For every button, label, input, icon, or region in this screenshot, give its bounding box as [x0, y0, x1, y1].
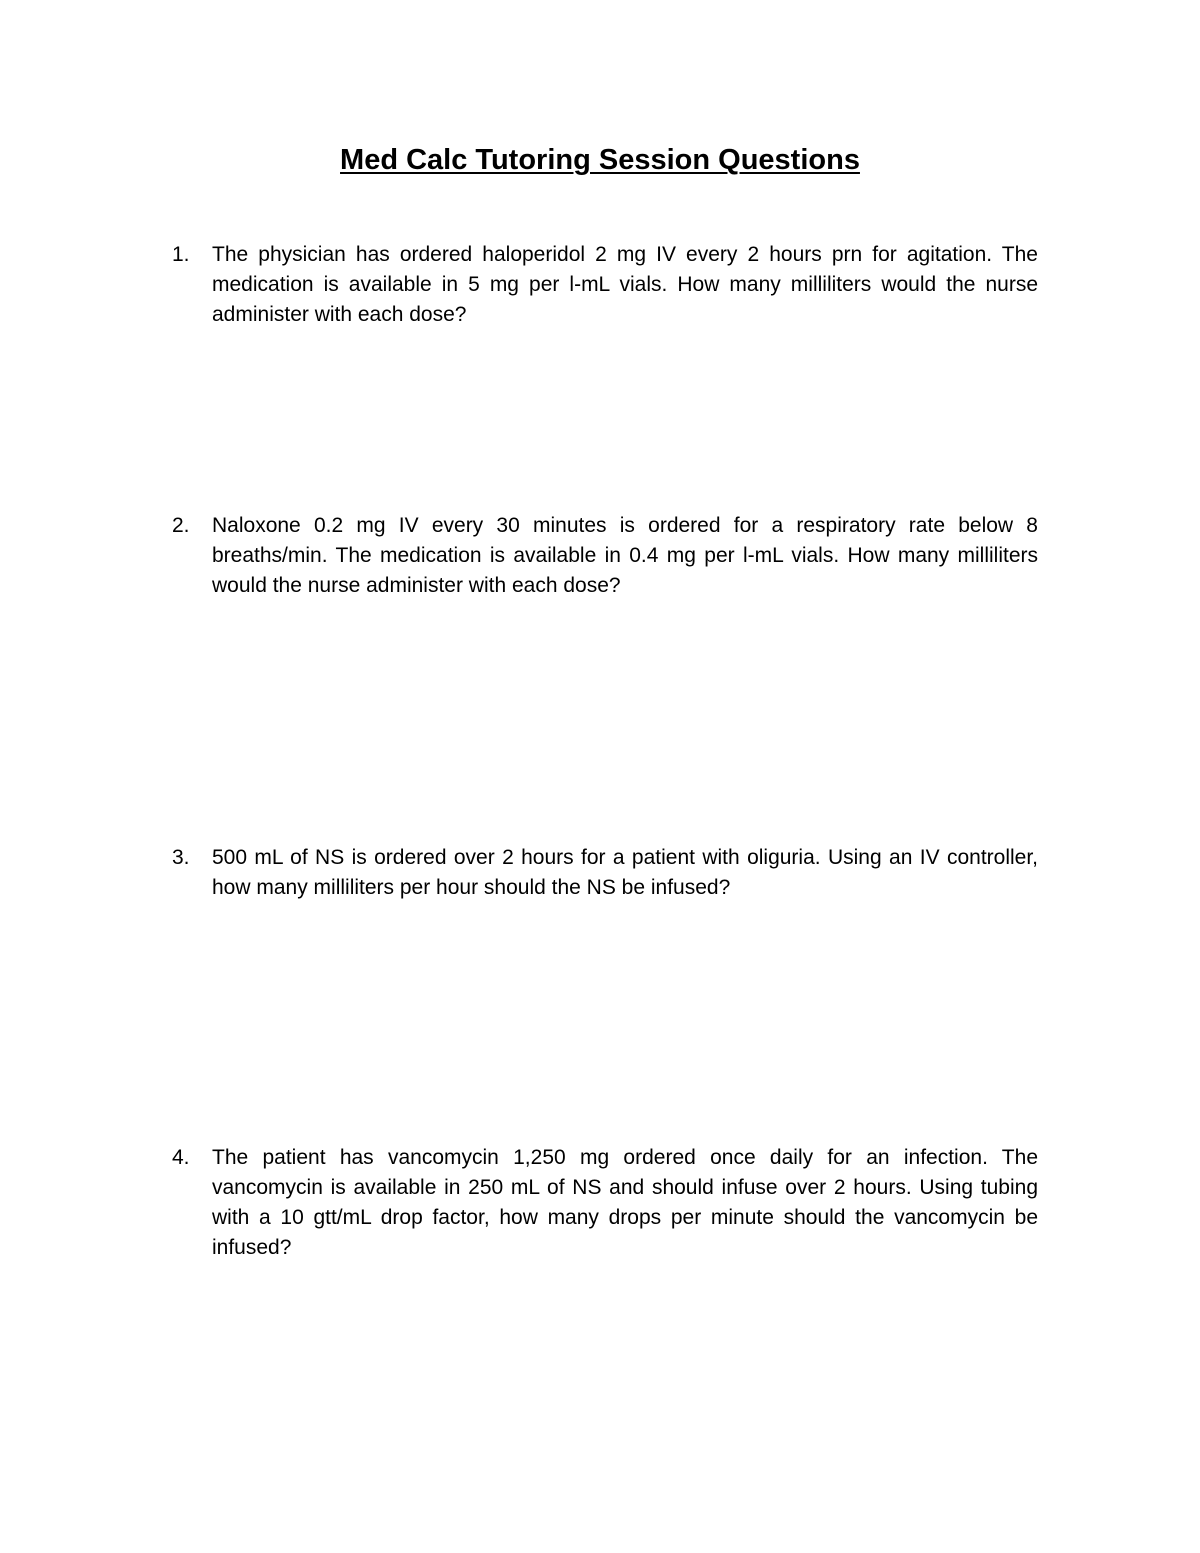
question-number: 4.	[172, 1146, 190, 1169]
question-number: 3.	[172, 846, 190, 869]
question-item	[172, 843, 1038, 903]
question-text: The physician has ordered haloperidol 2 mg IV every 2 hours prn for agitation. The medication is available in 5 mg per l-mL vials. How many milliliters would the nurse administer with each dose?	[212, 243, 1038, 326]
question-text: 500 mL of NS is ordered over 2 hours for a patient with oliguria. Using an IV controller, how many milliliters per hour should the NS be infused?	[212, 846, 1038, 899]
question-text: The patient has vancomycin 1,250 mg ordered once daily for an infection. The vancomycin is available in 250 mL of NS and should infuse over 2 hours. Using tubing with a 10 gtt/mL drop factor, how many drops per minute should the vancomycin be infused?	[212, 1146, 1038, 1259]
question-text: Naloxone 0.2 mg IV every 30 minutes is ordered for a respiratory rate below 8 breaths/min. The medication is available in 0.4 mg per l-mL vials. How many milliliters would the nurse administer with each dose?	[212, 514, 1038, 597]
question-number: 2.	[172, 514, 190, 537]
question-number: 1.	[172, 243, 190, 266]
question-item	[172, 1143, 1038, 1263]
question-item	[172, 240, 1038, 330]
question-item	[172, 511, 1038, 601]
page-title: Med Calc Tutoring Session Questions	[340, 144, 860, 176]
